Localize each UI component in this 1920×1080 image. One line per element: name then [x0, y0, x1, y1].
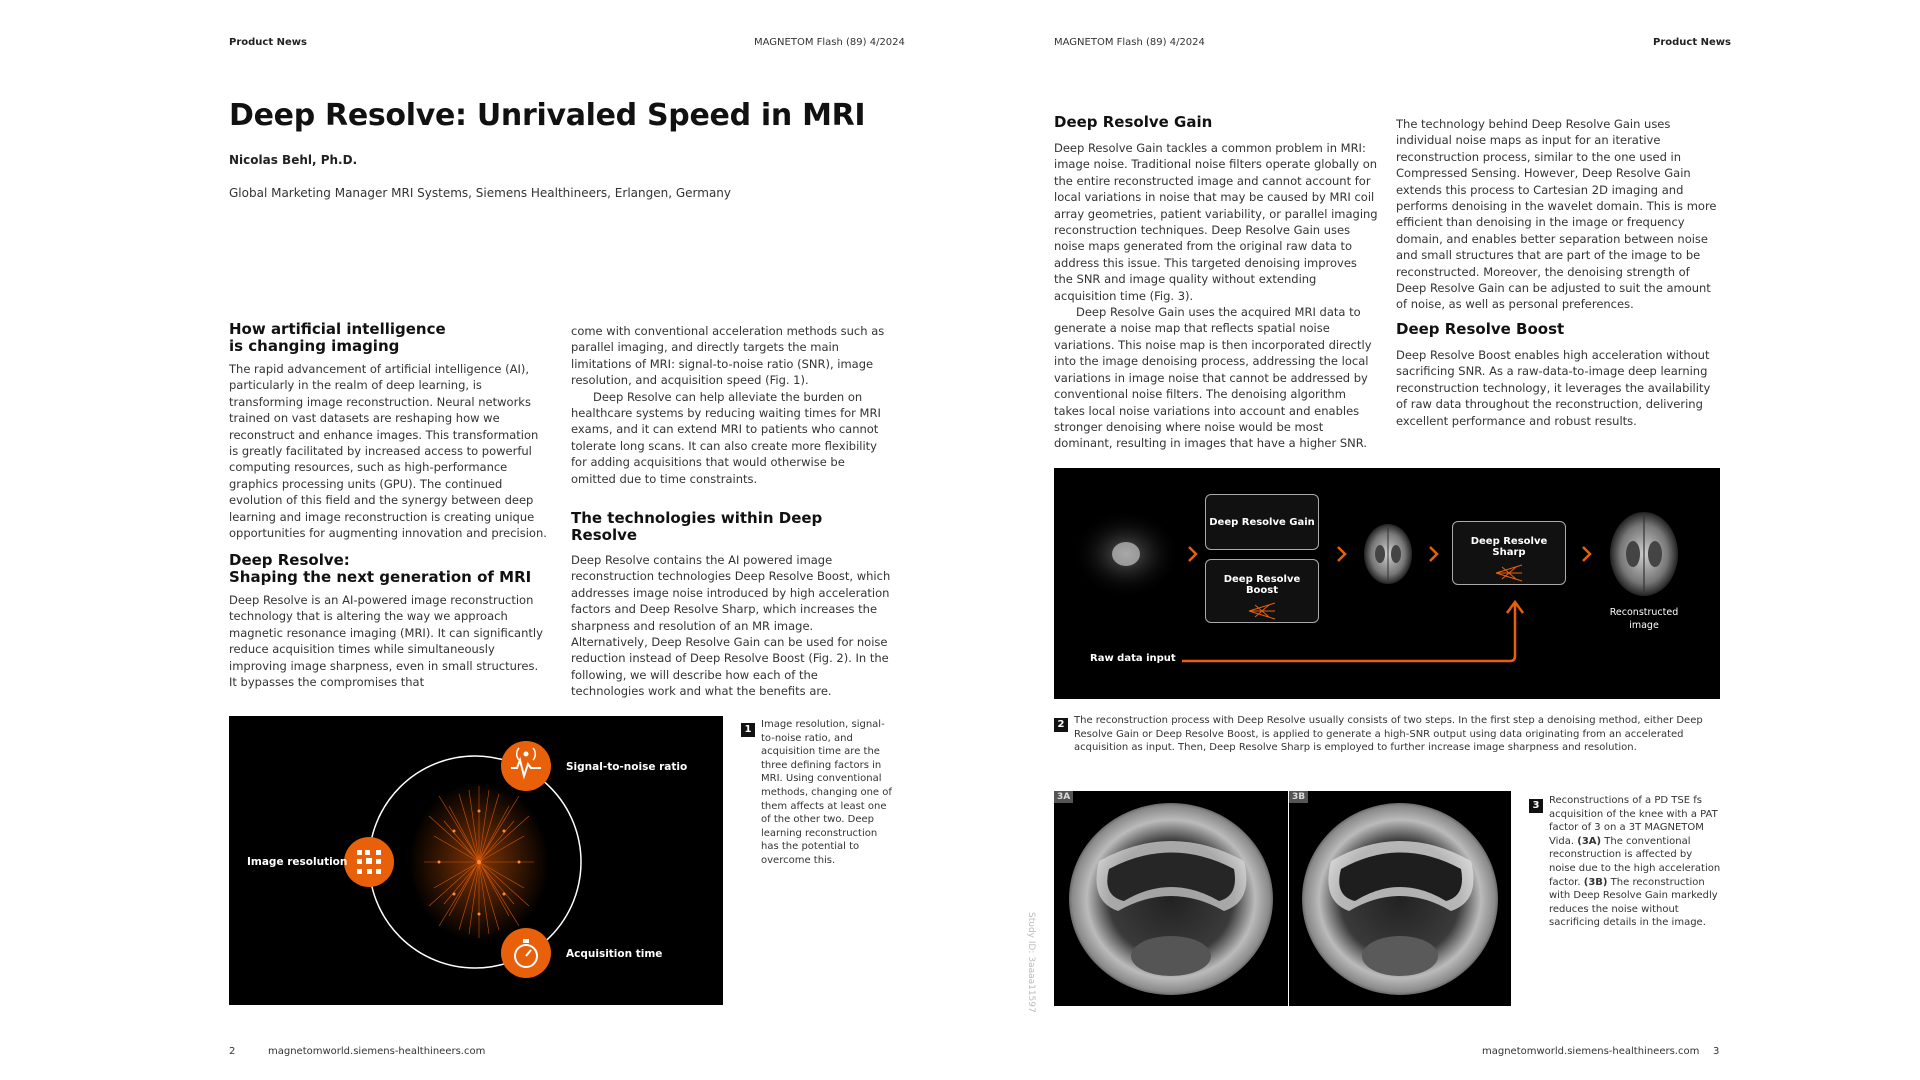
- neural-network-icon: [409, 782, 549, 942]
- label-snr: Signal-to-noise ratio: [566, 761, 688, 773]
- figure-2-graphic: [1054, 468, 1720, 699]
- footer-url[interactable]: magnetomworld.siemens-healthineers.com: [1482, 1046, 1700, 1057]
- deep-resolve-boost-box: [1205, 559, 1319, 623]
- knee-mri-3b: [1289, 791, 1511, 1006]
- label-reconstructed-image: [1604, 606, 1684, 632]
- author-name: Nicolas Behl, Ph.D.: [229, 153, 358, 167]
- brain-scan-icon: [1610, 512, 1678, 596]
- label-raw-data-input: Raw data input: [1090, 653, 1176, 664]
- figure-3b-image: [1289, 791, 1511, 1006]
- paragraph: Deep Resolve can help alleviate the burden on healthcare systems by reducing waiting times for MRI exams, and it can extend MRI to patients who cannot tolerate long scans. It can also create more flexibility for adding acquisitions that would otherwise be omitted due to time constraints.: [571, 389, 881, 486]
- neural-network-icon: [1247, 601, 1277, 621]
- figure-1-caption: Image resolution, signal-to-noise ratio, and acquisition time are the three defining factors in MRI. Using conventional methods, changing one of them affects at least one of the other two. Deep learning reconstruction has the potential to overcome this.: [761, 719, 892, 866]
- section-heading: The technologies within Deep Resolve: [571, 509, 823, 544]
- stopwatch-icon: [501, 928, 551, 978]
- box-label: Deep Resolve Boost: [1223, 574, 1301, 596]
- deep-resolve-sharp-box: [1452, 521, 1566, 585]
- section-body: [229, 361, 549, 541]
- figure-2-panel: [1054, 468, 1720, 699]
- figure-tag: 3A: [1054, 791, 1073, 803]
- knee-mri-3a: [1054, 791, 1288, 1006]
- label-resolution: Image resolution: [247, 856, 348, 868]
- section-heading: [229, 552, 549, 586]
- caption-label: (3A): [1577, 835, 1602, 847]
- footer-url[interactable]: magnetomworld.siemens-healthineers.com: [268, 1046, 486, 1057]
- caption-number-badge: 2: [1054, 718, 1068, 732]
- section-body: [571, 552, 891, 700]
- paragraph: come with conventional acceleration methods such as parallel imaging, and directly targets the main limitations of MRI: signal-to-noise ratio (SNR), image resolution, and acquisition speed (Fig. 1).: [571, 324, 885, 388]
- heading-line: Deep Resolve:: [229, 551, 350, 569]
- section-body: [229, 592, 549, 690]
- caption-text: The reconstruction with Deep Resolve Gain markedly reduces the noise without sacrificing details in the image.: [1549, 876, 1718, 929]
- box-label: Deep Resolve Sharp: [1470, 536, 1548, 558]
- section-deep-resolve: [229, 552, 549, 690]
- caption-text: Reconstructions of a PD TSE fs acquisition of the knee with a PAT factor of 3 on a 3T MAGNETOM Vida.: [1549, 795, 1718, 847]
- caption-text: The conventional reconstruction is affected by noise due to the high acceleration factor.: [1549, 835, 1721, 888]
- resolution-icon: [344, 837, 394, 887]
- section-heading: [229, 321, 549, 355]
- neural-network-icon: [1494, 563, 1524, 583]
- magazine-issue: MAGNETOM Flash (89) 4/2024: [754, 37, 905, 48]
- figure-3-caption: [1549, 794, 1721, 930]
- section-body: [1396, 347, 1722, 429]
- paragraph: Deep Resolve Gain tackles a common problem in MRI: image noise. Traditional noise filters operate globally on the entire reconstructed image and cannot account for local variations in noise that may be caused by MRI coil array geometries, patient variability, or parallel imaging reconstruction techniques. Deep Resolve Gain uses noise maps generated from the original raw data to address this issue. This targeted denoising improves the SNR and image quality without extending acquisition time (Fig. 3).: [1054, 141, 1378, 303]
- figure-3a-image: [1054, 791, 1288, 1006]
- section-technologies: [571, 510, 891, 700]
- paragraph: The rapid advancement of artificial intelligence (AI), particularly in the realm of deep learning, is transforming image reconstruction. Neural networks trained on vast datasets are reshaping how we reconstruct and enhance images. This transformation is greatly facilitated by increased access to powerful computing resources, such as high-performance graphics processing units (GPU). The continued evolution of this field and the synergy between deep learning and image reconstruction is creating unique opportunities for augmenting innovation and precision.: [229, 362, 547, 541]
- figure-3-number: [1529, 793, 1543, 813]
- figure-tag: 3B: [1289, 791, 1308, 803]
- brain-scan-icon: [1364, 524, 1412, 584]
- section-heading: Deep Resolve Boost: [1396, 320, 1565, 338]
- page-number: 3: [1713, 1046, 1720, 1057]
- figure-2-caption: The reconstruction process with Deep Resolve usually consists of two steps. In the first step a denoising method, either Deep Resolve Gain or Deep Resolve Boost, is applied to generate a high-SNR output using data originating from an accelerated acquisition as input. Then, Deep Resolve Sharp is employed to further increase image sharpness and resolution.: [1074, 715, 1703, 754]
- paragraph: Deep Resolve Boost enables high acceleration without sacrificing SNR. As a raw-data-to-image deep learning reconstruction technology, it leverages the availability of raw data throughout the reconstruction, delivering excellent performance and robust results.: [1396, 348, 1711, 428]
- section-heading: Deep Resolve Gain: [1054, 113, 1213, 131]
- label-line: image: [1629, 620, 1659, 631]
- page-section-label: Product News: [229, 37, 307, 48]
- section-deep-resolve-gain: [1054, 114, 1378, 452]
- article-title: Deep Resolve: Unrivaled Speed in MRI: [229, 98, 866, 133]
- column-2-text: [571, 323, 891, 487]
- page-number: 2: [229, 1046, 236, 1057]
- heading-line: How artificial intelligence: [229, 320, 446, 338]
- paragraph: Deep Resolve Gain uses the acquired MRI data to generate a noise map that reflects spatial noise variations. This noise map is then incorporated directly into the image denoising process, addressing the local variations in image noise that cannot be addressed by conventional noise filters. The denoising algorithm takes local noise variations into account and enables stronger denoising where noise would be most dominant, resulting in images that have a higher SNR.: [1054, 305, 1372, 451]
- heading-line: Shaping the next generation of MRI: [229, 568, 532, 586]
- caption-label: (3B): [1583, 876, 1608, 888]
- study-id-watermark: Study ID: 3aaaa11597: [1026, 912, 1036, 1013]
- section-body: [1054, 140, 1378, 452]
- deep-resolve-gain-box: Deep Resolve Gain: [1205, 494, 1319, 550]
- signal-icon: [501, 741, 551, 791]
- section-deep-resolve-boost: [1396, 321, 1722, 429]
- paragraph: The technology behind Deep Resolve Gain uses individual noise maps as input for an iterative reconstruction process, similar to the one used in Compressed Sensing. However, Deep Resolve Gain extends this process to Cartesian 2D imaging and performs denoising in the wavelet domain. This is more efficient than denoising in the image or frequency domain, and enables better separation between noise and small structures that are part of the image to be reconstructed. Moreover, the denoising strength of Deep Resolve Gain can be adjusted to suit the amount of noise, as well as personal preferences.: [1396, 117, 1717, 312]
- paragraph: Deep Resolve contains the AI powered image reconstruction technologies Deep Resolve Boost, which addresses image noise introduced by high acceleration factors and Deep Resolve Sharp, which increases the sharpness and resolution of an MR image. Alternatively, Deep Resolve Gain can be used for noise reduction instead of Deep Resolve Boost (Fig. 2). In the following, we will describe how each of the technologies work and what the benefits are.: [571, 553, 891, 699]
- gain-continued-text: [1396, 116, 1722, 313]
- heading-line: is changing imaging: [229, 337, 400, 355]
- raw-data-kspace-icon: [1071, 509, 1181, 599]
- label-acquisition-time: Acquisition time: [566, 948, 663, 960]
- paragraph: Deep Resolve is an AI-powered image reconstruction technology that is altering the way we approach magnetic resonance imaging (MRI). It can significantly reduce acquisition times while simultaneously improving image sharpness, even in small structures. It bypasses the compromises that: [229, 593, 543, 690]
- caption-number-badge: 3: [1529, 799, 1543, 813]
- magazine-issue: MAGNETOM Flash (89) 4/2024: [1054, 37, 1205, 48]
- caption-number-badge: 1: [741, 723, 755, 737]
- figure-1-number: [741, 717, 755, 737]
- section-ai-imaging: [229, 321, 549, 541]
- label-line: Reconstructed: [1609, 607, 1679, 618]
- figure-1-panel: [229, 716, 723, 1005]
- page-section-label: Product News: [1653, 37, 1731, 48]
- figure-2-number: [1054, 712, 1068, 732]
- author-affiliation: Global Marketing Manager MRI Systems, Siemens Healthineers, Erlangen, Germany: [229, 186, 732, 200]
